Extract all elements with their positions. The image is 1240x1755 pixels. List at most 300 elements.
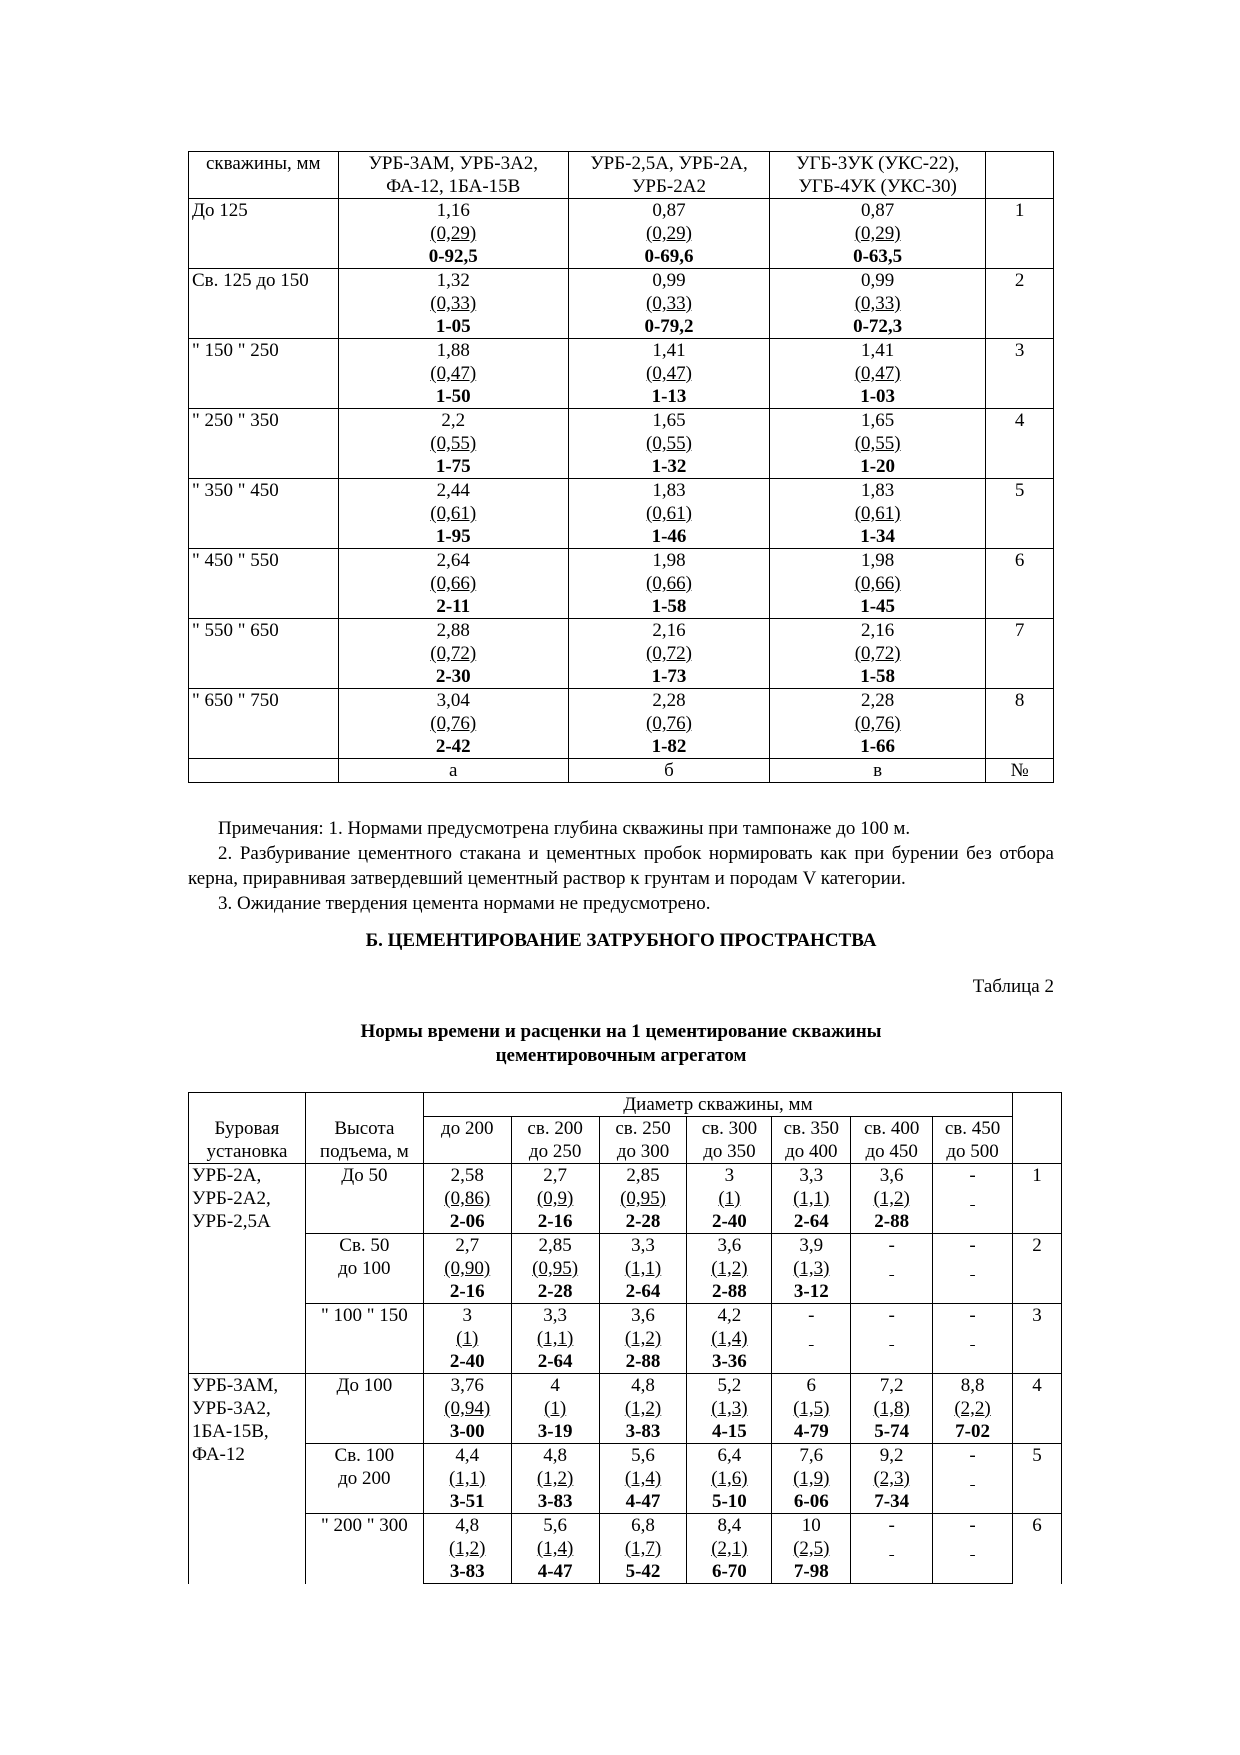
hours-text: 0,99 <box>652 270 686 291</box>
value-hours <box>515 1234 596 1257</box>
value-hours <box>690 1444 768 1467</box>
footer-num: № <box>986 759 1054 783</box>
hours-text: 2,44 <box>436 480 470 501</box>
value-machine-hours <box>427 1187 508 1210</box>
value-rate <box>936 1560 1009 1583</box>
value-rate <box>773 735 982 758</box>
hours-text: 5,6 <box>543 1515 567 1536</box>
value-machine-hours <box>572 222 766 245</box>
rate-text: 2-40 <box>449 1351 485 1372</box>
value-cell-b <box>568 339 769 409</box>
header-rig-line: УГБ-3УК (УКС-22), <box>796 153 960 174</box>
value-machine-hours <box>690 1397 768 1420</box>
value-cell-a <box>338 479 568 549</box>
hours-text: - <box>808 1305 815 1326</box>
rate-text: 4-15 <box>711 1421 747 1442</box>
machine-hours-text: (1,2) <box>449 1538 486 1559</box>
header-diam-line: до 500 <box>946 1141 999 1162</box>
header-num <box>986 152 1054 199</box>
value-machine-hours <box>342 572 565 595</box>
height-cell <box>305 1444 423 1514</box>
rate-text <box>889 1351 894 1372</box>
value-cell <box>511 1234 599 1304</box>
rate-text: 7-98 <box>793 1561 829 1582</box>
rate-text: 1-32 <box>651 456 687 477</box>
hours-text: 6,8 <box>631 1515 655 1536</box>
value-cell <box>687 1444 772 1514</box>
hours-text: - <box>969 1445 976 1466</box>
rate-text: 1-03 <box>860 386 896 407</box>
hours-text: 1,32 <box>436 270 470 291</box>
height-line: до 200 <box>338 1468 391 1489</box>
height-cell <box>305 1164 423 1234</box>
value-hours <box>342 619 565 642</box>
value-rate <box>342 315 565 338</box>
value-rate <box>427 1490 508 1513</box>
header-diam-line: до 400 <box>785 1141 838 1162</box>
header-rig-line: УРБ-2,5А, УРБ-2А, <box>590 153 748 174</box>
value-rate <box>427 1280 508 1303</box>
header-rig-line: Буровая <box>214 1117 280 1139</box>
norms-table-2-body <box>189 1093 1062 1584</box>
header-diam-line: св. 250 <box>615 1118 671 1139</box>
hours-text: 0,99 <box>861 270 895 291</box>
value-machine-hours <box>603 1257 684 1280</box>
hours-text: 3,04 <box>436 690 470 711</box>
machine-hours-text: (0,95) <box>532 1258 579 1279</box>
value-machine-hours <box>342 362 565 385</box>
height-cell <box>305 1304 423 1374</box>
hours-text: 9,2 <box>879 1445 904 1466</box>
value-cell-a <box>338 549 568 619</box>
row-number: 6 <box>1013 1514 1062 1584</box>
machine-hours-text: (1,4) <box>624 1468 662 1489</box>
value-cell <box>423 1514 511 1584</box>
value-machine-hours <box>775 1537 847 1560</box>
hours-text: 5,2 <box>717 1375 742 1396</box>
footer-empty <box>189 759 339 783</box>
value-hours <box>690 1304 768 1327</box>
footer-a: а <box>338 759 568 783</box>
value-rate <box>572 385 766 408</box>
machine-hours-text: (0,76) <box>854 713 901 734</box>
value-cell-a <box>338 619 568 689</box>
value-cell <box>423 1164 511 1234</box>
machine-hours-text: (1,1) <box>449 1468 486 1489</box>
machine-hours-text: (0,29) <box>430 223 477 244</box>
rate-text: 2-06 <box>449 1211 485 1232</box>
hours-text: 2,16 <box>861 620 895 641</box>
value-cell-c <box>770 619 986 689</box>
value-machine-hours <box>515 1397 596 1420</box>
value-hours <box>775 1234 847 1257</box>
hours-text: 6,4 <box>717 1445 742 1466</box>
header-diam-line: св. 400 <box>863 1118 920 1139</box>
value-hours <box>775 1164 847 1187</box>
table-row <box>189 479 1054 549</box>
value-machine-hours <box>936 1257 1009 1280</box>
value-machine-hours <box>854 1537 929 1560</box>
rate-text: 1-58 <box>860 666 896 687</box>
row-number: 3 <box>986 339 1054 409</box>
value-rate <box>854 1560 929 1583</box>
rate-text: 2-28 <box>537 1281 573 1302</box>
value-cell-a <box>338 339 568 409</box>
rate-text: 3-12 <box>793 1281 829 1302</box>
value-cell <box>933 1234 1013 1304</box>
hours-text: 3 <box>462 1305 472 1326</box>
value-rate <box>572 735 766 758</box>
header-row-1 <box>189 1093 1062 1117</box>
section-title: Б. ЦЕМЕНТИРОВАНИЕ ЗАТРУБНОГО ПРОСТРАНСТВА <box>365 930 877 951</box>
value-cell <box>423 1234 511 1304</box>
value-cell <box>511 1514 599 1584</box>
machine-hours-text: (2,1) <box>711 1538 748 1559</box>
value-hours <box>603 1514 684 1537</box>
rate-text: 1-45 <box>860 596 896 617</box>
rate-text: 6-70 <box>711 1561 747 1582</box>
footer-row <box>189 759 1054 783</box>
machine-hours-text: (0,55) <box>646 433 692 454</box>
rig-line: 1БА-15В, <box>192 1421 269 1442</box>
hours-text: 6 <box>806 1375 817 1396</box>
row-number: 2 <box>986 269 1054 339</box>
value-machine-hours <box>342 222 565 245</box>
value-machine-hours <box>775 1397 847 1420</box>
table-row <box>189 1444 1062 1514</box>
value-hours <box>690 1164 768 1187</box>
value-cell <box>423 1304 511 1374</box>
value-hours <box>572 689 766 712</box>
height-cell <box>305 1374 423 1444</box>
value-machine-hours <box>572 502 766 525</box>
header-rig-a <box>338 152 568 199</box>
value-cell-c <box>770 269 986 339</box>
rate-text: 0-79,2 <box>644 316 694 337</box>
machine-hours-text: (1,2) <box>536 1468 574 1489</box>
value-cell-a <box>338 269 568 339</box>
hours-text: 4,8 <box>631 1375 655 1396</box>
value-cell-c <box>770 479 986 549</box>
row-number: 8 <box>986 689 1054 759</box>
rate-text: 2-88 <box>711 1281 747 1302</box>
hours-text: 8,4 <box>717 1515 742 1536</box>
hours-text: - <box>969 1515 976 1536</box>
value-rate <box>515 1350 596 1373</box>
row-number: 6 <box>986 549 1054 619</box>
value-hours <box>603 1164 684 1187</box>
height-cell <box>305 1234 423 1304</box>
header-diam-col <box>423 1117 511 1164</box>
value-cell-a <box>338 409 568 479</box>
hours-text: 1,83 <box>652 480 686 501</box>
value-rate <box>854 1490 929 1513</box>
machine-hours-text <box>970 1328 975 1349</box>
notes <box>188 816 1054 916</box>
hours-text: - <box>888 1235 895 1256</box>
footer-b: б <box>568 759 769 783</box>
machine-hours-text: (0,55) <box>854 433 901 454</box>
value-hours <box>936 1164 1009 1187</box>
hours-text: 3,6 <box>717 1235 742 1256</box>
machine-hours-text: (0,33) <box>646 293 692 314</box>
value-rate <box>773 245 982 268</box>
value-hours <box>775 1444 847 1467</box>
machine-hours-text <box>889 1258 894 1279</box>
value-rate <box>342 595 565 618</box>
note-1: Примечания: 1. Нормами предусмотрена глубина скважины при тампонаже до 100 м. <box>218 818 911 839</box>
hours-text: 5,6 <box>631 1445 655 1466</box>
value-rate <box>936 1210 1009 1233</box>
machine-hours-text <box>970 1468 975 1489</box>
value-rate <box>342 245 565 268</box>
hours-text: 7,2 <box>879 1375 904 1396</box>
value-hours <box>342 479 565 502</box>
value-machine-hours <box>773 362 982 385</box>
value-cell-c <box>770 549 986 619</box>
machine-hours-text: (0,55) <box>430 433 477 454</box>
value-rate <box>427 1560 508 1583</box>
value-machine-hours <box>773 432 982 455</box>
hours-text: 3,9 <box>799 1235 824 1256</box>
machine-hours-text: (1,1) <box>793 1188 830 1209</box>
value-cell <box>423 1444 511 1514</box>
value-cell <box>511 1164 599 1234</box>
value-rate <box>936 1350 1009 1373</box>
header-rig-c <box>770 152 986 199</box>
row-number: 4 <box>1013 1374 1062 1444</box>
header-diam-col <box>772 1117 851 1164</box>
header-num <box>1013 1093 1062 1117</box>
value-hours <box>572 339 766 362</box>
header-rig-b <box>568 152 769 199</box>
value-hours <box>773 409 982 432</box>
rate-text: 7-02 <box>955 1421 990 1442</box>
value-machine-hours <box>427 1397 508 1420</box>
rate-text <box>970 1491 975 1512</box>
rate-text <box>970 1351 975 1372</box>
value-machine-hours <box>427 1327 508 1350</box>
machine-hours-text: (0,72) <box>854 643 901 664</box>
value-hours <box>427 1304 508 1327</box>
machine-hours-text: (0,90) <box>444 1258 491 1279</box>
value-rate <box>936 1280 1009 1303</box>
value-cell <box>511 1374 599 1444</box>
value-rate <box>515 1420 596 1443</box>
value-cell-b <box>568 549 769 619</box>
table-row <box>189 1234 1062 1304</box>
value-hours <box>342 549 565 572</box>
value-rate <box>936 1420 1009 1443</box>
value-rate <box>342 525 565 548</box>
rate-text: 0-63,5 <box>853 246 903 267</box>
rate-text <box>970 1281 975 1302</box>
hours-text: 3,76 <box>450 1375 484 1396</box>
value-rate <box>572 245 766 268</box>
machine-hours-text: (0,66) <box>430 573 477 594</box>
rate-text: 1-46 <box>651 526 687 547</box>
rig-cell <box>189 1374 306 1584</box>
value-hours <box>427 1164 508 1187</box>
table-row <box>189 1304 1062 1374</box>
value-cell <box>599 1164 687 1234</box>
rate-text: 3-83 <box>625 1421 661 1442</box>
value-rate <box>572 525 766 548</box>
header-diam-line: до 300 <box>616 1141 670 1162</box>
value-machine-hours <box>572 362 766 385</box>
value-rate <box>775 1490 847 1513</box>
machine-hours-text <box>889 1538 894 1559</box>
note-2: 2. Разбуривание цементного стакана и цементных пробок нормировать как при бурении без отбора керна, приравнивая затвердевший цементный раствор к грунтам и породам V категории. <box>188 843 1054 889</box>
height-line: Св. 100 <box>334 1445 395 1466</box>
value-cell-c <box>770 409 986 479</box>
machine-hours-text: (1,5) <box>793 1398 830 1419</box>
value-cell <box>687 1374 772 1444</box>
table-caption <box>188 1020 1054 1068</box>
value-hours <box>936 1304 1009 1327</box>
header-rig <box>189 1093 306 1117</box>
machine-hours-text: (2,2) <box>954 1398 991 1419</box>
value-machine-hours <box>773 712 982 735</box>
value-rate <box>342 735 565 758</box>
machine-hours-text <box>889 1328 894 1349</box>
table-row <box>189 689 1054 759</box>
hours-text: 8,8 <box>960 1375 985 1396</box>
value-machine-hours <box>936 1327 1009 1350</box>
machine-hours-text: (0,76) <box>430 713 477 734</box>
header-height <box>305 1117 423 1164</box>
value-hours <box>936 1514 1009 1537</box>
rate-text: 2-40 <box>711 1211 747 1232</box>
rate-text: 5-10 <box>711 1491 747 1512</box>
value-cell <box>851 1304 933 1374</box>
rate-text: 2-16 <box>449 1281 485 1302</box>
value-rate <box>427 1350 508 1373</box>
machine-hours-text: (0,47) <box>646 363 692 384</box>
value-rate <box>572 315 766 338</box>
rate-text: 5-42 <box>625 1561 661 1582</box>
value-rate <box>603 1280 684 1303</box>
hours-text: - <box>969 1165 976 1186</box>
value-machine-hours <box>342 642 565 665</box>
rate-text: 2-88 <box>625 1351 661 1372</box>
value-cell <box>772 1164 851 1234</box>
row-number: 1 <box>986 199 1054 269</box>
machine-hours-text: (0,86) <box>444 1188 491 1209</box>
table-row <box>189 1514 1062 1584</box>
value-hours <box>572 549 766 572</box>
hours-text: 4 <box>550 1375 560 1396</box>
value-rate <box>603 1560 684 1583</box>
value-machine-hours <box>773 642 982 665</box>
value-machine-hours <box>603 1187 684 1210</box>
value-cell <box>599 1234 687 1304</box>
value-rate <box>690 1420 768 1443</box>
value-hours <box>342 269 565 292</box>
value-cell <box>423 1374 511 1444</box>
value-cell <box>687 1304 772 1374</box>
hours-text: 4,2 <box>717 1305 742 1326</box>
row-number: 2 <box>1013 1234 1062 1304</box>
rate-text <box>889 1561 894 1582</box>
hours-text: 10 <box>801 1515 821 1536</box>
machine-hours-text: (0,76) <box>646 713 692 734</box>
hours-text: 3,3 <box>799 1165 824 1186</box>
value-cell-c <box>770 199 986 269</box>
rate-text: 1-34 <box>860 526 896 547</box>
value-rate <box>775 1210 847 1233</box>
machine-hours-text: (0,61) <box>646 503 692 524</box>
value-rate <box>427 1420 508 1443</box>
machine-hours-text <box>970 1258 975 1279</box>
hours-text: 3 <box>724 1165 735 1186</box>
rate-text: 4-47 <box>625 1491 661 1512</box>
value-machine-hours <box>572 712 766 735</box>
rig-line: ФА-12 <box>192 1444 245 1465</box>
value-machine-hours <box>773 572 982 595</box>
value-rate <box>603 1490 684 1513</box>
header-rig-line: УГБ-4УК (УКС-30) <box>798 176 957 197</box>
value-machine-hours <box>427 1537 508 1560</box>
row-label: " 550 " 650 <box>189 619 339 689</box>
row-number: 1 <box>1013 1164 1062 1234</box>
machine-hours-text: (0,66) <box>646 573 692 594</box>
machine-hours-text: (0,29) <box>646 223 692 244</box>
hours-text: 2,85 <box>626 1165 660 1186</box>
row-label: Св. 125 до 150 <box>189 269 339 339</box>
table-row <box>189 339 1054 409</box>
hours-text: 2,2 <box>441 410 466 431</box>
rate-text: 0-92,5 <box>428 246 478 267</box>
rate-text: 3-00 <box>449 1421 485 1442</box>
rate-text: 1-58 <box>651 596 687 617</box>
row-label: " 450 " 550 <box>189 549 339 619</box>
value-machine-hours <box>427 1257 508 1280</box>
value-rate <box>854 1210 929 1233</box>
row-label: " 250 " 350 <box>189 409 339 479</box>
machine-hours-text: (0,47) <box>430 363 477 384</box>
value-hours <box>936 1234 1009 1257</box>
value-cell <box>599 1444 687 1514</box>
row-label: До 125 <box>189 199 339 269</box>
value-machine-hours <box>854 1327 929 1350</box>
value-machine-hours <box>854 1467 929 1490</box>
value-machine-hours <box>427 1467 508 1490</box>
value-hours <box>572 409 766 432</box>
value-cell-b <box>568 479 769 549</box>
hours-text: 1,83 <box>861 480 895 501</box>
value-rate <box>773 455 982 478</box>
hours-text: 1,65 <box>861 410 895 431</box>
rate-text: 1-50 <box>435 386 471 407</box>
rate-text: 3-36 <box>711 1351 747 1372</box>
value-rate <box>427 1210 508 1233</box>
value-hours <box>773 199 982 222</box>
hours-text: 1,88 <box>436 340 470 361</box>
hours-text: 2,28 <box>652 690 686 711</box>
machine-hours-text: (1,3) <box>793 1258 830 1279</box>
machine-hours-text: (0,61) <box>430 503 477 524</box>
value-machine-hours <box>515 1257 596 1280</box>
rate-text <box>970 1211 975 1232</box>
value-cell <box>687 1514 772 1584</box>
header-num <box>1013 1117 1062 1164</box>
machine-hours-text: (1,7) <box>624 1538 662 1559</box>
value-rate <box>773 595 982 618</box>
machine-hours-text: (1,2) <box>711 1258 748 1279</box>
value-machine-hours <box>603 1327 684 1350</box>
value-cell-a <box>338 689 568 759</box>
